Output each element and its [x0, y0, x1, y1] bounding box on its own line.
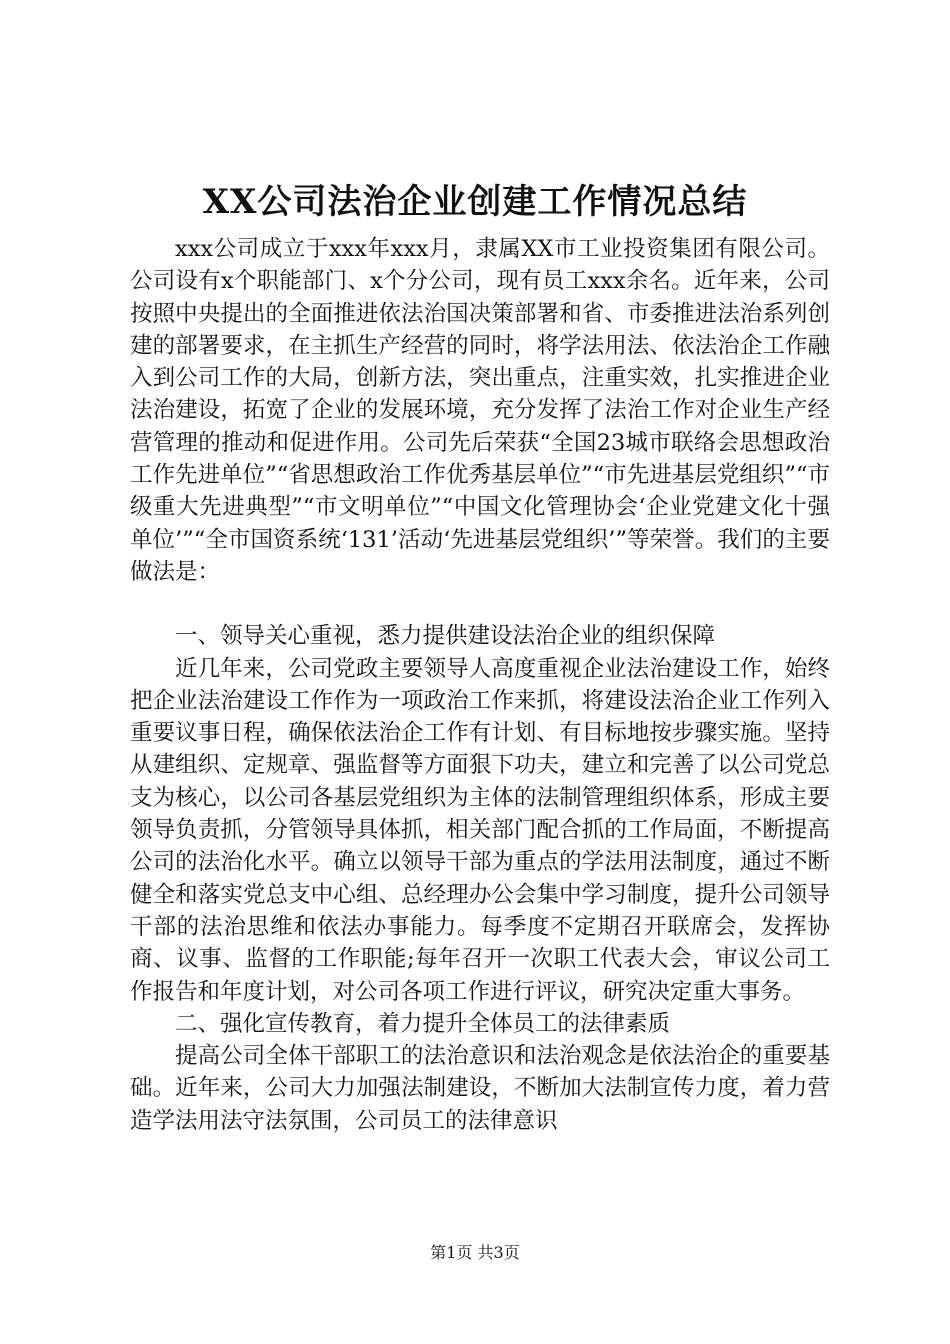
section-heading-2: 二、强化宣传教育，着力提升全体员工的法律素质 — [175, 1010, 671, 1037]
paragraph-spacer — [130, 588, 830, 620]
section-heading-1: 一、领导关心重视，悉力提供建设法治企业的组织保障 — [175, 623, 716, 650]
document-title: XX公司法治企业创建工作情况总结 — [202, 182, 748, 222]
page-number-footer: 第1页 共3页 — [430, 1243, 520, 1262]
section-2-paragraph: 提高公司全体干部职工的法治意识和法治观念是依法治企的重要基础。近年来，公司大力加强法制建设，不断加大法制宣传力度，着力营造学法用法守法氛围，公司员工的法律意识 — [130, 1043, 830, 1134]
intro-paragraph: xxx公司成立于xxx年xxx月，隶属XX市工业投资集团有限公司。公司设有x个职能部门、x个分公司，现有员工xxx余名。近年来，公司按照中央提出的全面推进依法治国决策部署和省、市委推进法治系列创建的部署要求，在主抓生产经营的同时，将学法用法、依法治企工作融入到公司工作的大局，创新方法，突出重点，注重实效，扎实推进企业法治建设，拓宽了企业的发展环境，充分发挥了法治工作对企业生产经营管理的推动和促进作用。公司先后荣获“全国23城市联络会思想政治工作先进单位”“省思想政治工作优秀基层单位”“市先进基层党组织”“市级重大先进典型”“市文明单位”“中国文化管理协会‘企业党建文化十强单位’”“全市国资系统‘131’活动‘先进基层党组织’”等荣誉。我们的主要做法是： — [130, 236, 830, 585]
document-body — [130, 233, 830, 1137]
section-1-paragraph: 近几年来，公司党政主要领导人高度重视企业法治建设工作，始终把企业法治建设工作作为一项政治工作来抓，将建设法治企业工作列入重要议事日程，确保依法治企工作有计划、有目标地按步骤实施。坚持从建组织、定规章、强监督等方面狠下功夫，建立和完善了以公司党总支为核心，以公司各基层党组织为主体的法制管理组织体系，形成主要领导负责抓，分管领导具体抓，相关部门配合抓的工作局面，不断提高公司的法治化水平。确立以领导干部为重点的学法用法制度，通过不断健全和落实党总支中心组、总经理办公会集中学习制度，提升公司领导干部的法治思维和依法办事能力。每季度不定期召开联席会，发挥协商、议事、监督的工作职能;每年召开一次职工代表大会，审议公司工作报告和年度计划，对公司各项工作进行评议，研究决定重大事务。 — [130, 655, 830, 1005]
